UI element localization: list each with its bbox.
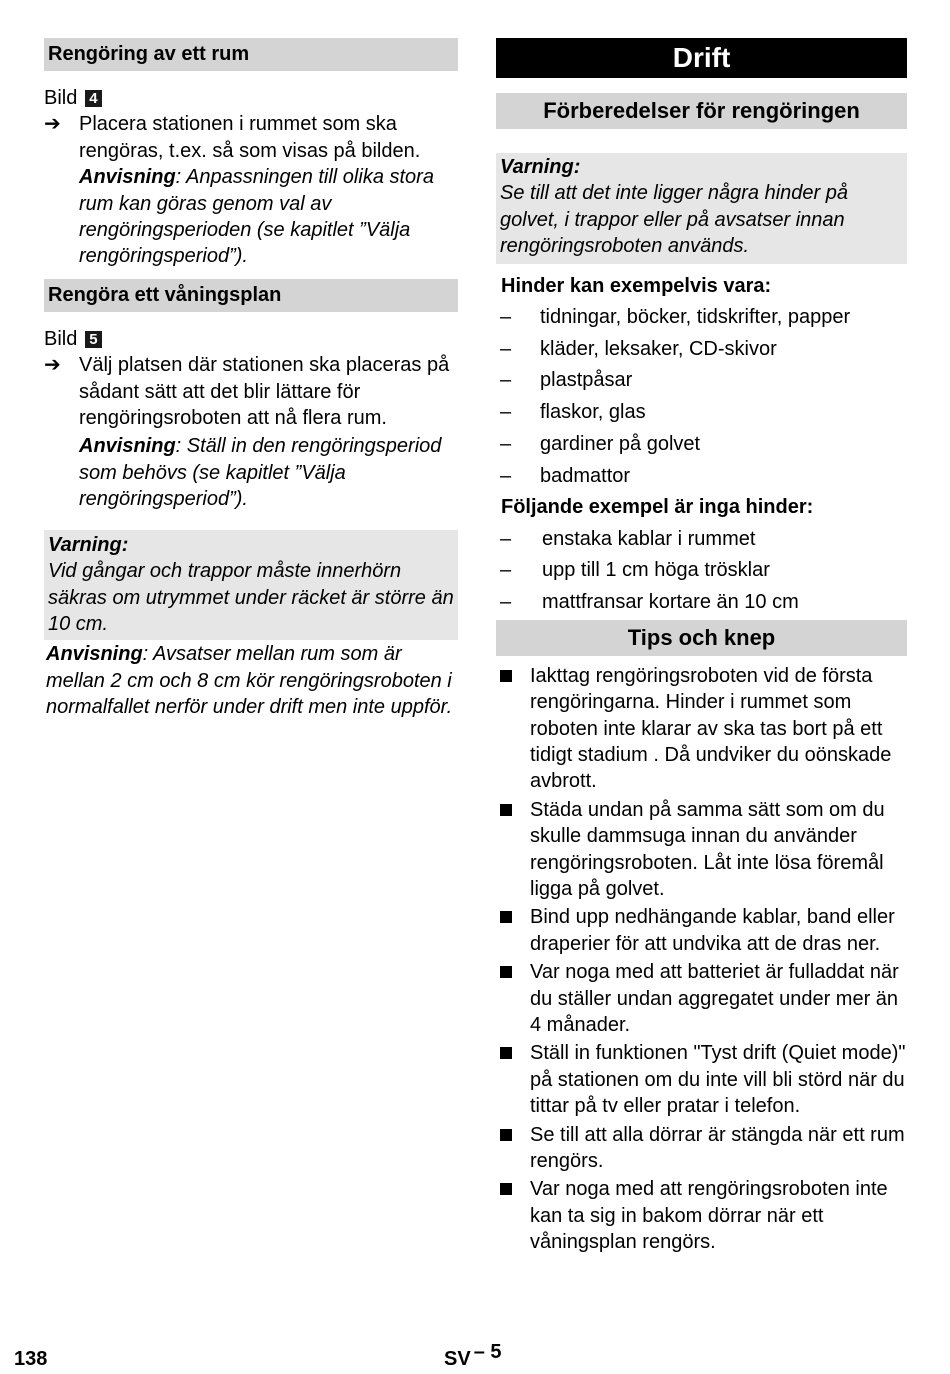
list-item-text: badmattor: [540, 464, 631, 487]
arrow-right-icon: ➔: [44, 113, 61, 136]
figure-label: Bild: [44, 327, 78, 350]
square-bullet-icon: [500, 911, 512, 923]
obstacles-heading: Hinder kan exempelvis vara:: [501, 274, 772, 297]
note-text: : Anpassningen till olika stora rum kan göras genom val av rengöringsperioden (se kapitlet ”Välja rengöringsperiod”).: [79, 166, 434, 268]
figure-label: Bild: [44, 87, 78, 109]
list-item-text: plastpåsar: [540, 369, 633, 392]
note: [44, 164, 458, 270]
figure-reference: [44, 85, 458, 111]
square-bullet-icon: [500, 1183, 512, 1195]
list-item-text: flaskor, glas: [540, 401, 646, 424]
list-item-text: gardiner på golvet: [540, 432, 701, 455]
chapter-title: Drift: [496, 38, 907, 78]
left-column: [44, 38, 458, 721]
list-item-text: kläder, leksaker, CD-skivor: [540, 337, 777, 360]
dash-bullet: –: [500, 559, 512, 582]
list-item-text: enstaka kablar i rummet: [542, 527, 756, 550]
right-column: [496, 38, 907, 1258]
warning-title: Varning:: [48, 533, 129, 556]
note-label: Anvisning: [79, 166, 176, 189]
note-label: Anvisning: [79, 435, 176, 458]
tip-item: [496, 1176, 907, 1255]
tip-item: [496, 797, 907, 903]
tip-text: Var noga med att batteriet är fulladdat när du ställer undan aggregatet under mer än 4 månader.: [530, 961, 899, 1037]
warning-box: [496, 153, 907, 264]
instruction-step: [44, 352, 458, 431]
tip-text: Bind upp nedhängande kablar, band eller draperier för att undvika att de dras ner.: [530, 906, 895, 955]
tip-item: [496, 1040, 907, 1119]
list-item: [496, 463, 907, 489]
section-heading-clean-room: Rengöring av ett rum: [44, 38, 458, 71]
dash-bullet: –: [500, 464, 512, 487]
section-page-number: – 5: [473, 1341, 502, 1363]
tip-text: Se till att alla dörrar är stängda när ett rum rengörs.: [530, 1123, 905, 1173]
square-bullet-icon: [500, 966, 512, 978]
list-item: [496, 526, 907, 552]
non-obstacles-heading: Följande exempel är inga hinder:: [501, 496, 814, 519]
warning-text: Vid gångar och trappor måste innerhörn säkras om utrymmet under räcket är större än 10 cm.: [48, 560, 454, 635]
note: [44, 433, 458, 512]
list-item: [496, 589, 907, 615]
section-heading-clean-floor: Rengöra ett våningsplan: [44, 279, 458, 312]
section-heading-tips: Tips och knep: [496, 620, 907, 656]
square-bullet-icon: [500, 1047, 512, 1059]
page-number: 138: [14, 1348, 48, 1370]
list-item: [496, 367, 907, 393]
warning-title: Varning:: [500, 156, 581, 178]
square-bullet-icon: [500, 804, 512, 816]
tip-item: [496, 663, 907, 795]
figure-number-badge: 5: [85, 331, 102, 348]
dash-bullet: –: [500, 527, 512, 550]
note: [44, 641, 458, 720]
list-item-text: mattfransar kortare än 10 cm: [542, 591, 799, 614]
section-heading-preparations: Förberedelser för rengöringen: [496, 93, 907, 129]
list-item: [496, 431, 907, 457]
dash-bullet: –: [500, 591, 512, 614]
list-item-text: upp till 1 cm höga trösklar: [542, 559, 770, 582]
non-obstacles-list: [496, 526, 907, 616]
footer-section-label: [444, 1341, 502, 1372]
note-text: : Ställ in den rengöringsperiod som behövs (se kapitlet ”Välja rengöringsperiod”).: [79, 435, 442, 511]
square-bullet-icon: [500, 670, 512, 682]
square-bullet-icon: [500, 1129, 512, 1141]
tip-item: [496, 1122, 907, 1175]
arrow-right-icon: ➔: [44, 354, 61, 377]
tip-item: [496, 959, 907, 1038]
tip-text: Iakttag rengöringsroboten vid de första rengöringarna. Hinder i rummet som roboten inte klarar av ska tas bort på ett tidigt stadium . Då undviker du oönskade avbrott.: [530, 664, 892, 793]
list-item: [496, 336, 907, 362]
note-label: Anvisning: [46, 643, 143, 666]
instruction-text: Placera stationen i rummet som ska rengöras, t.ex. så som visas på bilden.: [79, 113, 421, 162]
dash-bullet: –: [500, 337, 512, 360]
dash-bullet: –: [500, 432, 512, 455]
tip-text: Ställ in funktionen "Tyst drift (Quiet mode)" på stationen om du inte vill bli störd när du tittar på tv eller pratar i telefon.: [530, 1042, 906, 1118]
tip-text: Var noga med att rengöringsroboten inte kan ta sig in bakom dörrar när ett våningsplan rengörs.: [530, 1178, 888, 1254]
warning-text: Se till att det inte ligger några hinder på golvet, i trappor eller på avsatser innan rengöringsroboten används.: [500, 182, 848, 258]
figure-reference: [44, 326, 458, 352]
tip-text: Städa undan på samma sätt som om du skulle dammsuga innan du använder rengöringsroboten. Låt inte lösa föremål ligga på golvet.: [530, 798, 885, 901]
dash-bullet: –: [500, 306, 512, 329]
list-item: [496, 557, 907, 583]
note-text: : Avsatser mellan rum som är mellan 2 cm och 8 cm kör rengöringsroboten i normalfallet nerför under drift men inte uppför.: [46, 643, 453, 719]
warning-box: [44, 530, 458, 641]
figure-number-badge: 4: [85, 90, 102, 107]
instruction-step: [44, 111, 458, 164]
language-code: SV: [444, 1348, 471, 1370]
tips-list: [496, 663, 907, 1256]
tip-item: [496, 904, 907, 957]
list-item: [496, 399, 907, 425]
dash-bullet: –: [500, 401, 512, 424]
list-item-text: tidningar, böcker, tidskrifter, papper: [540, 306, 851, 329]
instruction-text: Välj platsen där stationen ska placeras på sådant sätt att det blir lättare för rengöringsroboten att nå flera rum.: [79, 354, 450, 430]
dash-bullet: –: [500, 369, 512, 392]
list-item: [496, 304, 907, 330]
obstacles-list: [496, 304, 907, 489]
